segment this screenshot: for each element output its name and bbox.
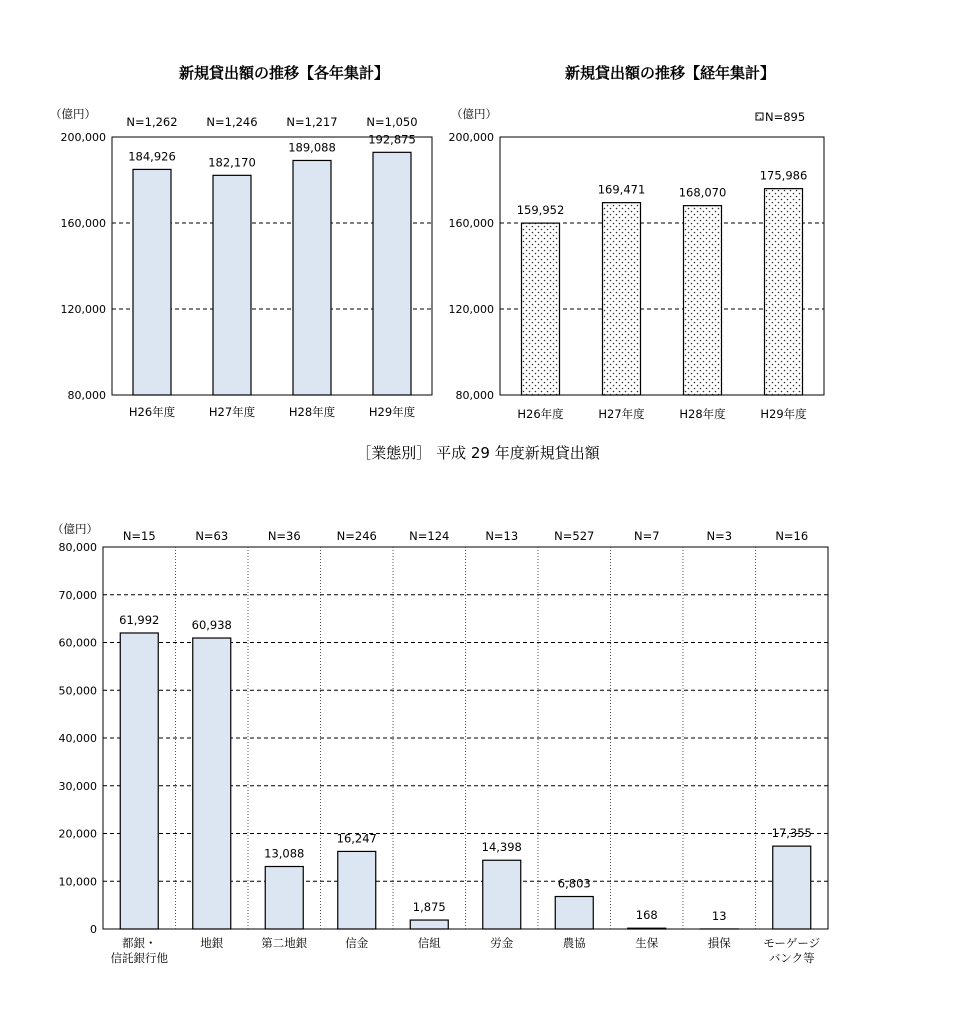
chart-1-title: 新規貸出額の推移【各年集計】: [178, 64, 390, 82]
chart-3-by-sector: [52, 522, 828, 965]
chart-1-category-label: H27年度: [208, 405, 256, 419]
chart-3-category-label: 都銀・信託銀行他: [110, 936, 168, 965]
chart-3-ytick-label: 0: [90, 923, 97, 936]
chart-3-bar: [193, 638, 231, 929]
chart-2-title: 新規貸出額の推移【経年集計】: [564, 64, 776, 82]
chart-3-category-label: 信金: [345, 936, 369, 950]
chart-3-category-label: 労金: [490, 936, 514, 950]
chart-3-value-label: 14,398: [481, 840, 522, 855]
chart-1-sample-size: N=1,050: [366, 115, 418, 129]
chart-2-bar: [603, 203, 641, 395]
chart-1-bar: [133, 169, 171, 395]
chart-3-value-label: 17,355: [771, 826, 812, 841]
chart-3-category-label: 生保: [635, 936, 659, 950]
chart-2-legend: [756, 110, 805, 124]
chart-3-category-label: モーゲージバンク等: [763, 936, 821, 965]
chart-1-value-label: 192,875: [368, 132, 416, 147]
chart-1-category-label: H29年度: [368, 405, 416, 419]
chart-2-category-label: H26年度: [517, 407, 564, 421]
chart-3-value-label: 168: [635, 908, 658, 923]
chart-2-ytick-label: 200,000: [448, 131, 494, 144]
chart-2-value-label: 168,070: [678, 185, 727, 200]
chart-2-ytick-label: 80,000: [455, 389, 494, 402]
chart-3-value-label: 6,803: [557, 876, 591, 891]
chart-3-category-label: 損保: [707, 936, 731, 950]
chart-2-bar: [522, 223, 560, 395]
chart-1-ytick-label: 120,000: [60, 303, 106, 316]
chart-2-legend-swatch: [756, 113, 763, 120]
chart-3-ytick-label: 70,000: [58, 588, 97, 602]
chart-1-ytick-label: 200,000: [60, 131, 106, 144]
chart-3-bar: [265, 867, 303, 929]
chart-3-bar: [628, 928, 666, 929]
chart-2-unit-label: （億円）: [451, 107, 497, 121]
chart-3-sample-size: N=63: [195, 529, 229, 543]
chart-2-bar: [765, 189, 803, 395]
chart-1-sample-size: N=1,217: [286, 115, 338, 129]
chart-1-bar: [213, 175, 251, 395]
chart-1-ytick-label: 160,000: [60, 217, 106, 230]
chart-3-category-label: 信組: [417, 936, 441, 950]
chart-3-bar: [338, 851, 376, 929]
chart-3-sample-size: N=13: [485, 529, 519, 543]
chart-1-category-label: H26年度: [128, 405, 176, 419]
chart-2-category-label: H27年度: [598, 407, 645, 421]
chart-1-category-label: H28年度: [288, 405, 336, 419]
chart-1-value-label: 182,170: [208, 155, 256, 170]
chart-2-value-label: 169,471: [597, 182, 646, 197]
chart-1-sample-size: N=1,262: [126, 115, 178, 129]
chart-3-category-label: 第二地銀: [261, 936, 308, 950]
chart-1-unit-label: （億円）: [50, 107, 96, 121]
chart-2-ytick-label: 160,000: [448, 217, 494, 230]
chart-3-sample-size: N=527: [554, 529, 595, 543]
chart-3-sample-size: N=7: [633, 529, 660, 543]
chart-3-ytick-label: 20,000: [58, 827, 97, 841]
chart-3-bar: [555, 897, 593, 929]
chart-2-cumulative: [449, 64, 825, 421]
chart-3-value-label: 60,938: [191, 618, 232, 633]
chart-2-legend-label: N=895: [765, 110, 806, 124]
chart-2-category-label: H28年度: [679, 407, 726, 421]
chart-1-bar: [293, 160, 331, 395]
chart-3-sample-size: N=246: [336, 529, 377, 543]
chart-1-bar: [373, 152, 411, 395]
chart-3-value-label: 1,875: [412, 900, 446, 915]
chart-1-yearly: [50, 64, 432, 419]
sector-section-title: ［業態別］ 平成 29 年度新規貸出額: [356, 444, 600, 462]
chart-3-ytick-label: 10,000: [58, 875, 97, 889]
chart-3-bar: [410, 920, 448, 929]
chart-2-value-label: 175,986: [759, 168, 808, 183]
chart-1-value-label: 184,926: [128, 149, 176, 164]
chart-3-ytick-label: 40,000: [58, 732, 97, 745]
chart-3-sample-size: N=16: [775, 529, 809, 543]
chart-2-value-label: 159,952: [516, 203, 565, 218]
chart-3-ytick-label: 80,000: [58, 541, 97, 554]
chart-1-sample-size: N=1,246: [206, 115, 258, 129]
chart-3-sample-size: N=124: [409, 529, 450, 543]
chart-2-bar: [684, 206, 722, 395]
chart-3-ytick-label: 30,000: [58, 779, 97, 793]
chart-3-sample-size: N=3: [706, 529, 733, 543]
chart-3-category-label: 農協: [562, 936, 586, 950]
chart-3-value-label: 13: [711, 908, 727, 923]
chart-3-bar: [773, 846, 811, 929]
chart-3-unit-label: （億円）: [52, 522, 98, 536]
chart-3-category-label: 地銀: [200, 936, 224, 950]
chart-3-value-label: 16,247: [336, 831, 377, 846]
chart-3-value-label: 13,088: [264, 846, 305, 861]
chart-3-ytick-label: 60,000: [58, 636, 97, 650]
chart-2-category-label: H29年度: [760, 407, 807, 421]
chart-3-value-label: 61,992: [119, 612, 160, 627]
chart-3-sample-size: N=15: [122, 529, 156, 543]
chart-1-ytick-label: 80,000: [67, 389, 106, 402]
chart-2-ytick-label: 120,000: [448, 303, 494, 316]
chart-1-value-label: 189,088: [288, 140, 336, 155]
chart-3-bar: [483, 860, 521, 929]
chart-3-ytick-label: 50,000: [58, 684, 97, 698]
chart-3-sample-size: N=36: [267, 529, 301, 543]
chart-3-bar: [120, 633, 158, 929]
